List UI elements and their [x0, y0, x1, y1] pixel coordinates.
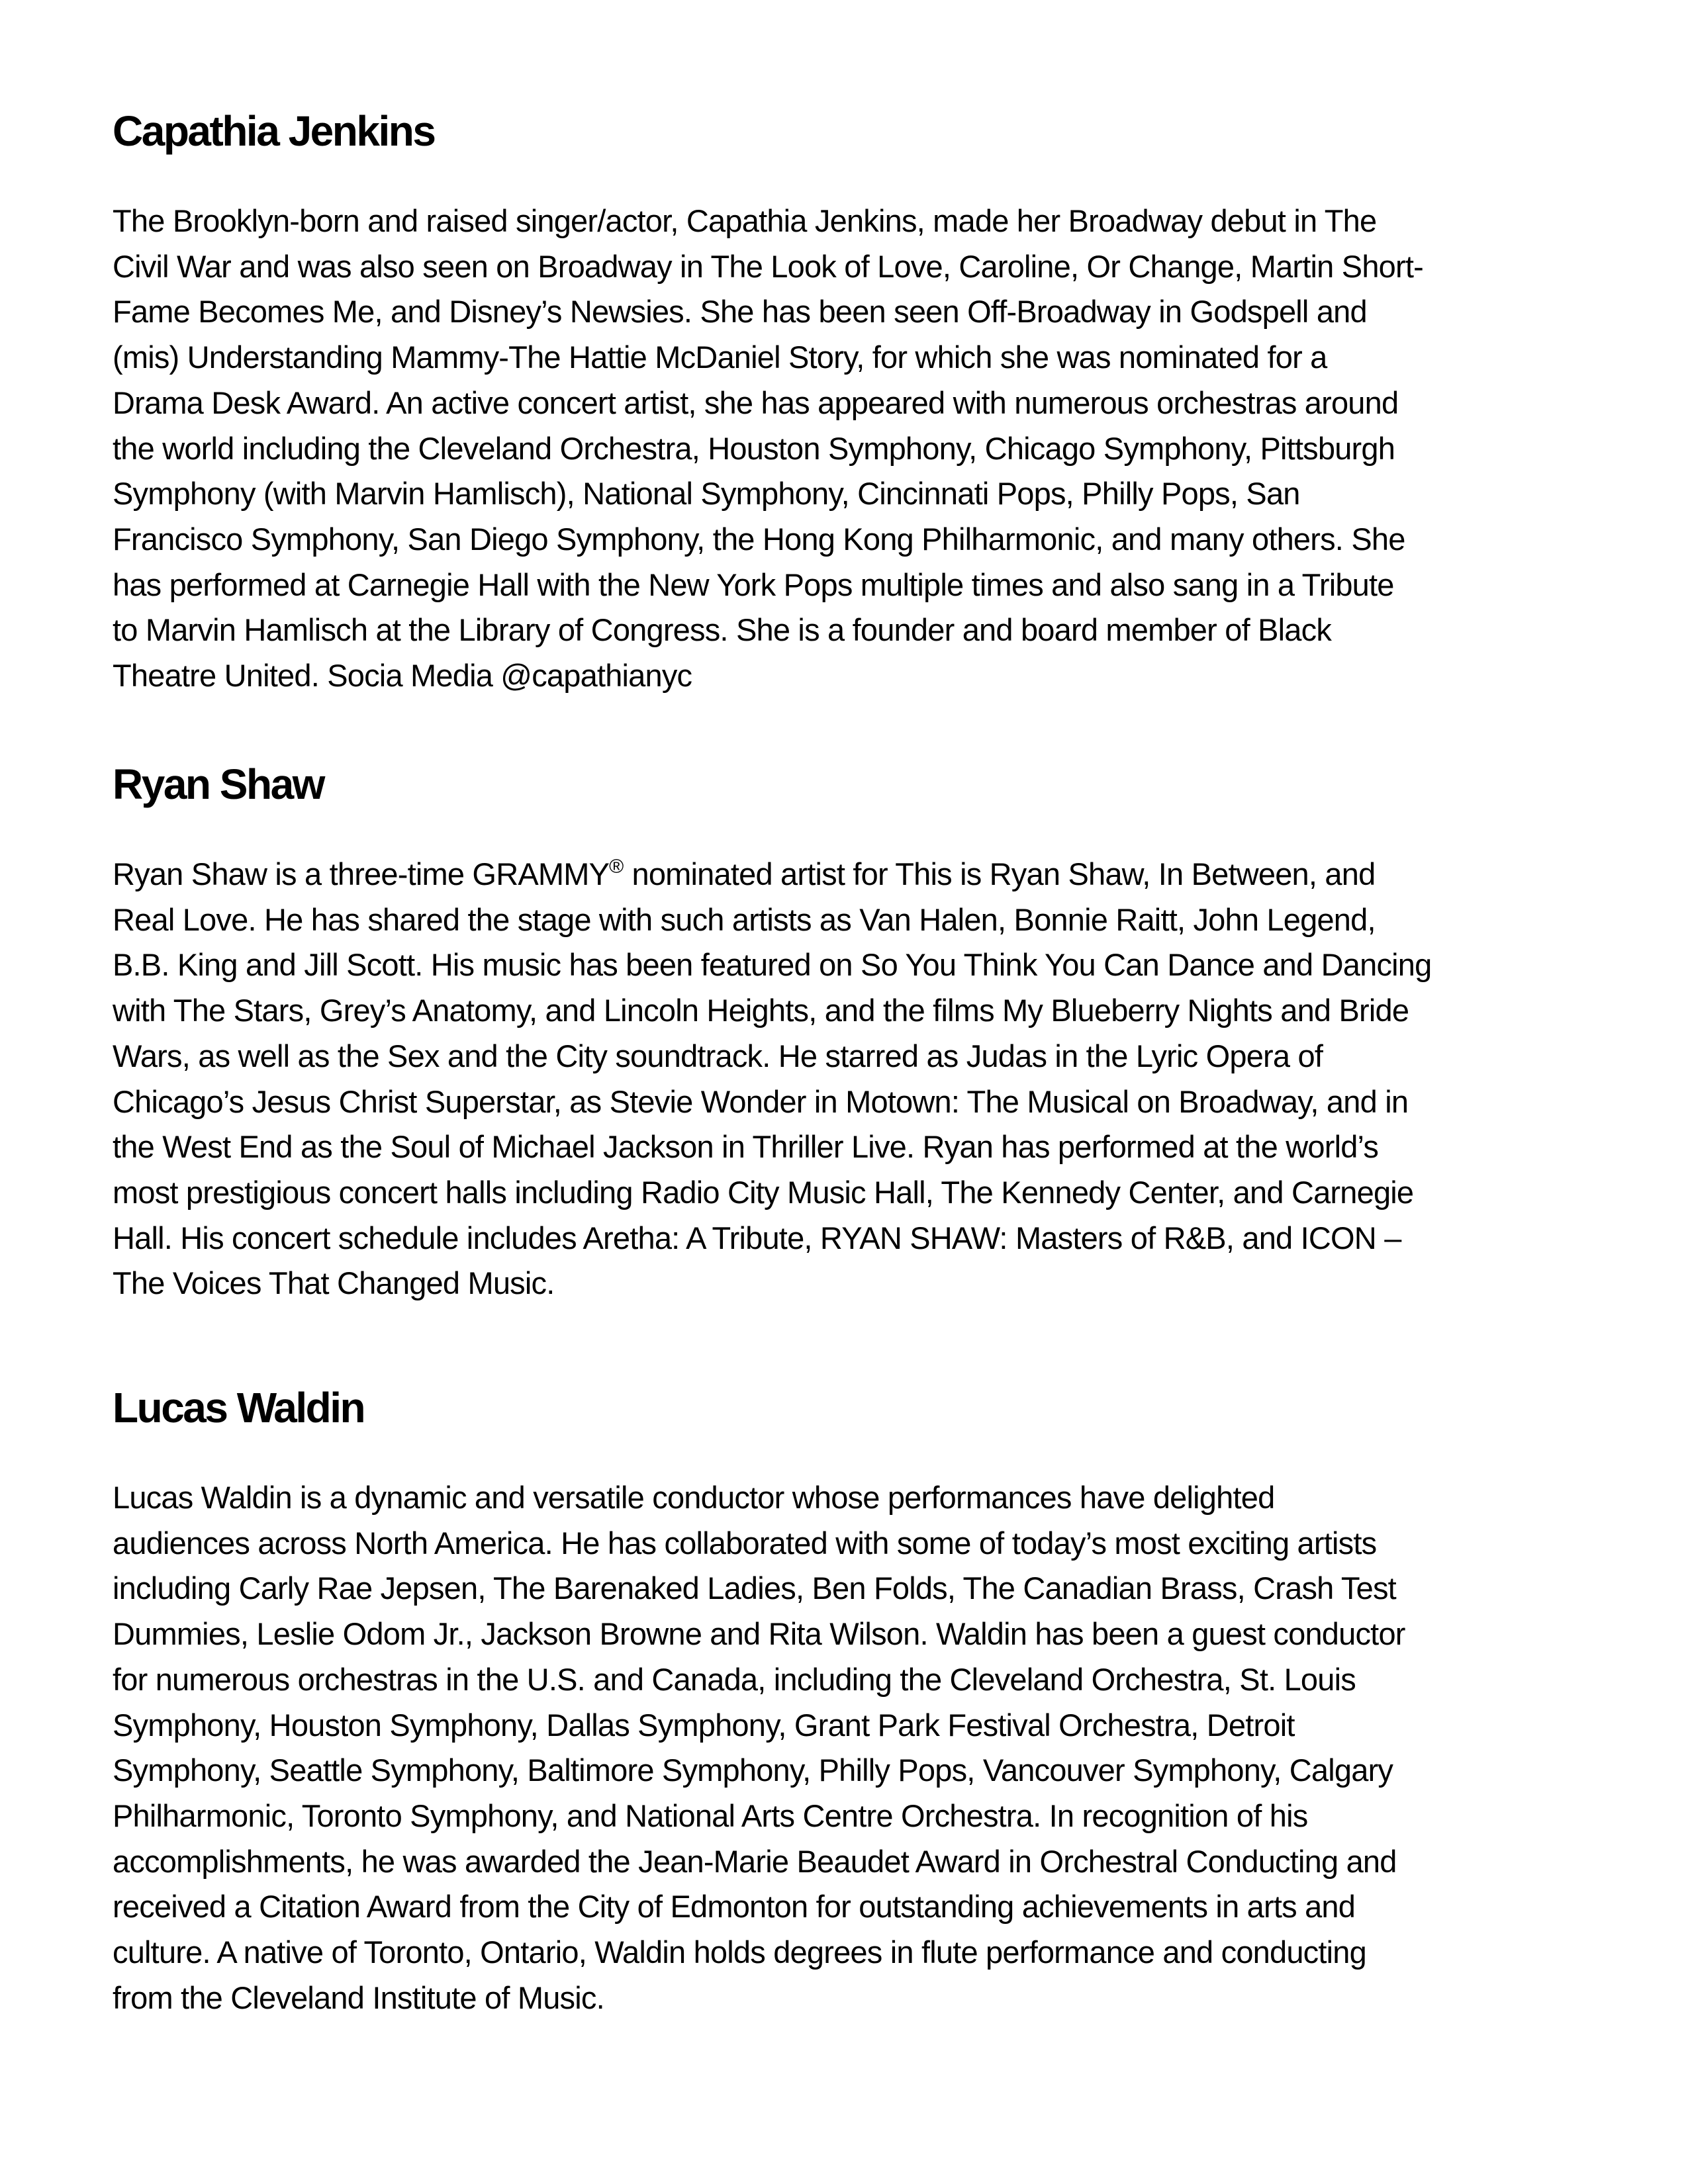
bio-paragraph	[113, 852, 1575, 1306]
bio-text-line: to Marvin Hamlisch at the Library of Congress. She is a founder and board member of Black	[113, 612, 1332, 648]
bio-text-line: for numerous orchestras in the U.S. and Canada, including the Cleveland Orchestra, St. Louis	[113, 1661, 1356, 1697]
bio-text-line: Real Love. He has shared the stage with such artists as Van Halen, Bonnie Raitt, John Legend,	[113, 901, 1376, 937]
bio-text-line: Drama Desk Award. An active concert artist, she has appeared with numerous orchestras around	[113, 385, 1399, 420]
bio-text-line: most prestigious concert halls including Radio City Music Hall, The Kennedy Center, and Carnegie	[113, 1174, 1414, 1210]
bio-text-line: Fame Becomes Me, and Disney’s Newsies. She has been seen Off-Broadway in Godspell and	[113, 294, 1367, 330]
bio-text-line: (mis) Understanding Mammy-The Hattie McDaniel Story, for which she was nominated for a	[113, 340, 1327, 375]
bio-text-line: with The Stars, Grey’s Anatomy, and Lincoln Heights, and the films My Blueberry Nights and Bride	[113, 993, 1409, 1028]
bio-text-line: culture. A native of Toronto, Ontario, Waldin holds degrees in flute performance and conducting	[113, 1934, 1366, 1970]
bio-text-fragment: Ryan Shaw is a three-time GRAMMY	[113, 856, 610, 891]
bio-text-line: from the Cleveland Institute of Music.	[113, 1979, 604, 2015]
bio-section-lucas-waldin	[113, 1381, 1575, 2015]
bio-text-line: has performed at Carnegie Hall with the New York Pops multiple times and also sang in a Tribute	[113, 567, 1394, 602]
bio-section-capathia-jenkins	[113, 105, 1575, 694]
bio-heading: Ryan Shaw	[113, 760, 324, 808]
bio-section-ryan-shaw	[113, 758, 1575, 1301]
bio-text-line: Theatre United. Socia Media @capathianyc	[113, 658, 692, 694]
bio-text-line: Dummies, Leslie Odom Jr., Jackson Browne and Rita Wilson. Waldin has been a guest conductor	[113, 1616, 1405, 1652]
bio-text-line: Wars, as well as the Sex and the City soundtrack. He starred as Judas in the Lyric Opera of	[113, 1038, 1323, 1073]
bio-text-line: Symphony, Seattle Symphony, Baltimore Symphony, Philly Pops, Vancouver Symphony, Calgary	[113, 1752, 1393, 1788]
bio-text-fragment: nominated artist for This is Ryan Shaw, In Between, and	[624, 856, 1376, 891]
bio-text-line: Civil War and was also seen on Broadway in The Look of Love, Caroline, Or Change, Martin Short-	[113, 248, 1423, 284]
bio-paragraph	[113, 1475, 1575, 2021]
bio-text-line: the world including the Cleveland Orchestra, Houston Symphony, Chicago Symphony, Pittsburgh	[113, 430, 1395, 466]
bio-text-line: the West End as the Soul of Michael Jackson in Thriller Live. Ryan has performed at the world’s	[113, 1129, 1379, 1165]
bio-text-line	[113, 852, 1575, 897]
bio-text-line: including Carly Rae Jepsen, The Barenaked Ladies, Ben Folds, The Canadian Brass, Crash Test	[113, 1570, 1396, 1606]
bio-text-line: B.B. King and Jill Scott. His music has been featured on So You Think You Can Dance and Dancing	[113, 947, 1432, 983]
bio-text-line: Philharmonic, Toronto Symphony, and National Arts Centre Orchestra. In recognition of his	[113, 1797, 1308, 1833]
bio-text-line: accomplishments, he was awarded the Jean-Marie Beaudet Award in Orchestral Conducting and	[113, 1843, 1397, 1879]
bio-paragraph	[113, 199, 1575, 699]
bio-text-line: audiences across North America. He has collaborated with some of today’s most exciting artists	[113, 1525, 1377, 1561]
bio-text-line: Symphony, Houston Symphony, Dallas Symphony, Grant Park Festival Orchestra, Detroit	[113, 1707, 1295, 1743]
bio-text-line: Symphony (with Marvin Hamlisch), National Symphony, Cincinnati Pops, Philly Pops, San	[113, 476, 1300, 512]
bio-text-line: Lucas Waldin is a dynamic and versatile conductor whose performances have delighted	[113, 1480, 1275, 1515]
bio-text-line: Chicago’s Jesus Christ Superstar, as Stevie Wonder in Motown: The Musical on Broadway, and in	[113, 1083, 1409, 1119]
bio-text-line: received a Citation Award from the City of Edmonton for outstanding achievements in arts and	[113, 1889, 1356, 1925]
registered-mark: ®	[609, 856, 624, 878]
bio-heading: Capathia Jenkins	[113, 107, 435, 155]
bio-text-line: The Voices That Changed Music.	[113, 1265, 555, 1301]
bio-text-line: Hall. His concert schedule includes Aretha: A Tribute, RYAN SHAW: Masters of R&B, and ICON –	[113, 1220, 1401, 1255]
bio-heading: Lucas Waldin	[113, 1384, 365, 1432]
bio-text-line: The Brooklyn-born and raised singer/actor, Capathia Jenkins, made her Broadway debut in The	[113, 203, 1377, 238]
bio-text-line: Francisco Symphony, San Diego Symphony, the Hong Kong Philharmonic, and many others. She	[113, 521, 1405, 557]
